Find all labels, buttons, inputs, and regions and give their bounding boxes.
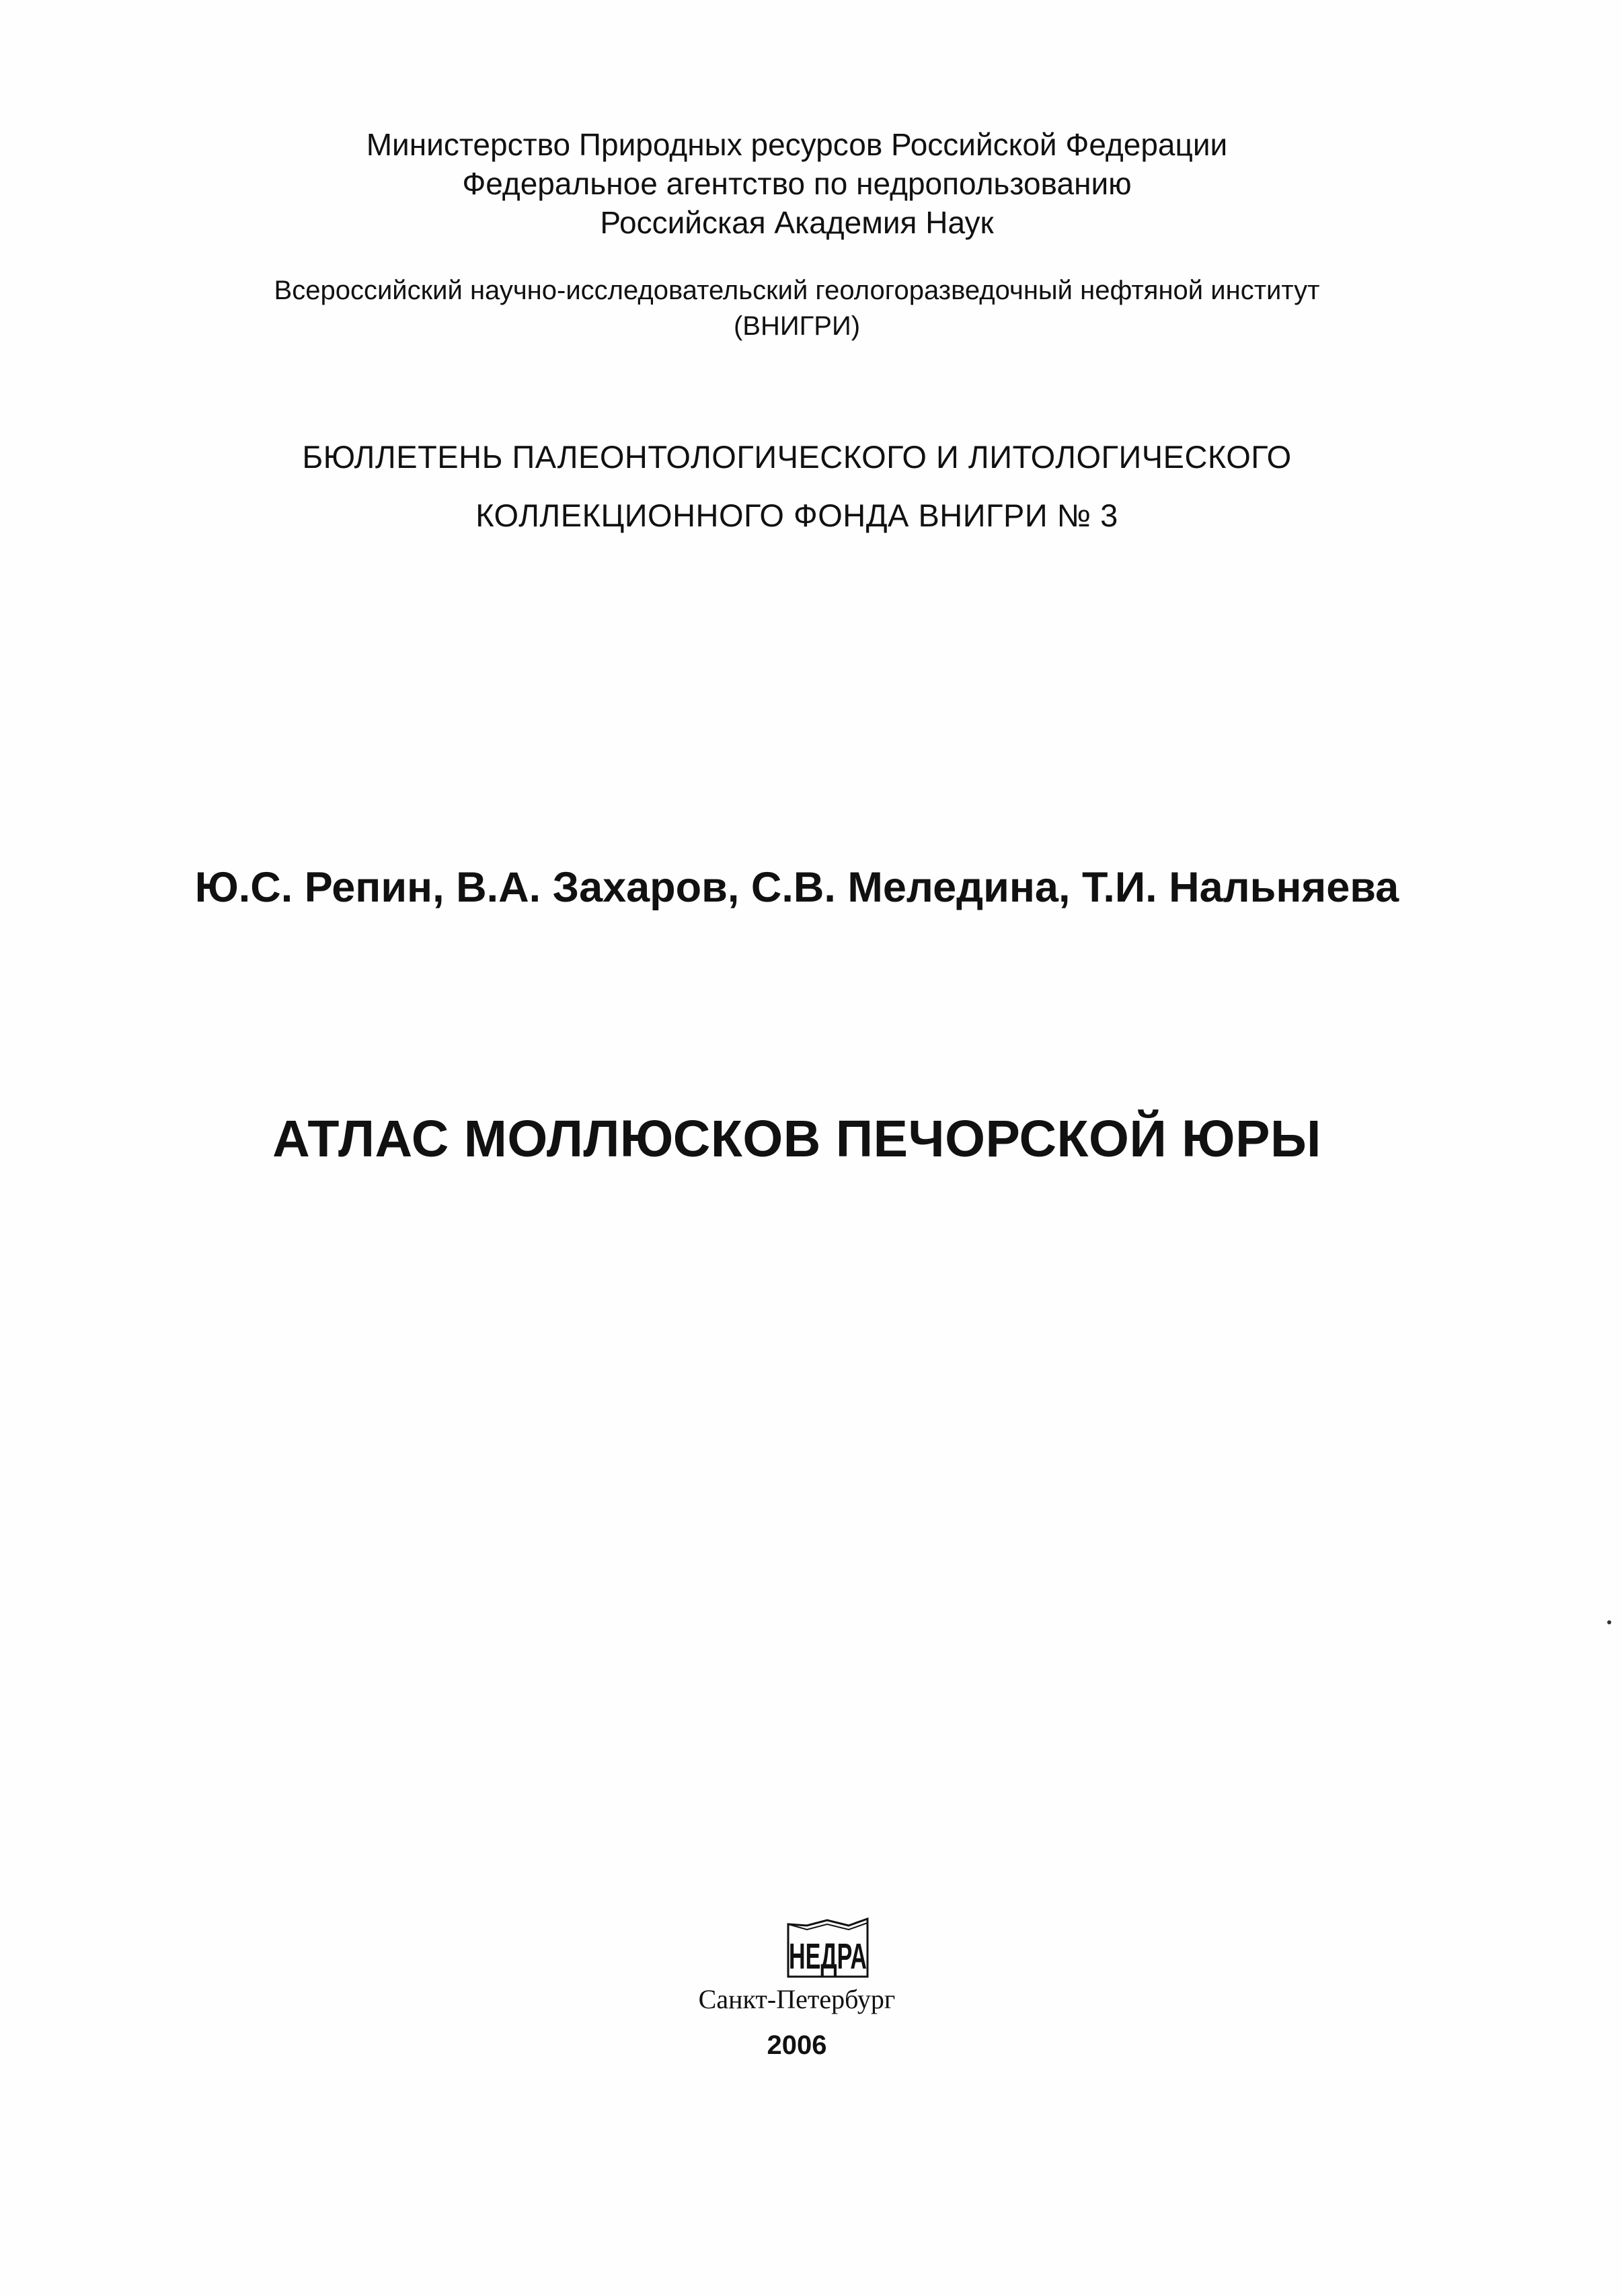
academy-name: Российская Академия Наук	[600, 205, 994, 240]
agency-name: Федеральное агентство по недропользованию	[462, 166, 1132, 201]
institute-abbreviation: (ВНИГРИ)	[733, 311, 861, 341]
authors: Ю.С. Репин, В.А. Захаров, С.В. Меледина, Т.И. Нальняева	[194, 864, 1399, 911]
scan-speck	[1607, 1620, 1611, 1624]
bulletin-title-line-1: БЮЛЛЕТЕНЬ ПАЛЕОНТОЛОГИЧЕСКОГО И ЛИТОЛОГИЧЕСКОГО	[302, 439, 1292, 475]
institute-full-name: Всероссийский научно-исследовательский геологоразведочный нефтяной институт	[274, 276, 1320, 305]
publication-city: Санкт-Петербург	[698, 1984, 896, 2014]
publisher-logo-text: НЕДРА	[789, 1936, 867, 1977]
ministry-name: Министерство Природных ресурсов Российской Федерации	[366, 127, 1228, 162]
publisher-logo-icon	[784, 1915, 872, 1979]
book-title: АТЛАС МОЛЛЮСКОВ ПЕЧОРСКОЙ ЮРЫ	[272, 1110, 1321, 1168]
bulletin-title-line-2: КОЛЛЕКЦИОННОГО ФОНДА ВНИГРИ № 3	[475, 498, 1118, 533]
publication-year: 2006	[767, 2030, 827, 2060]
